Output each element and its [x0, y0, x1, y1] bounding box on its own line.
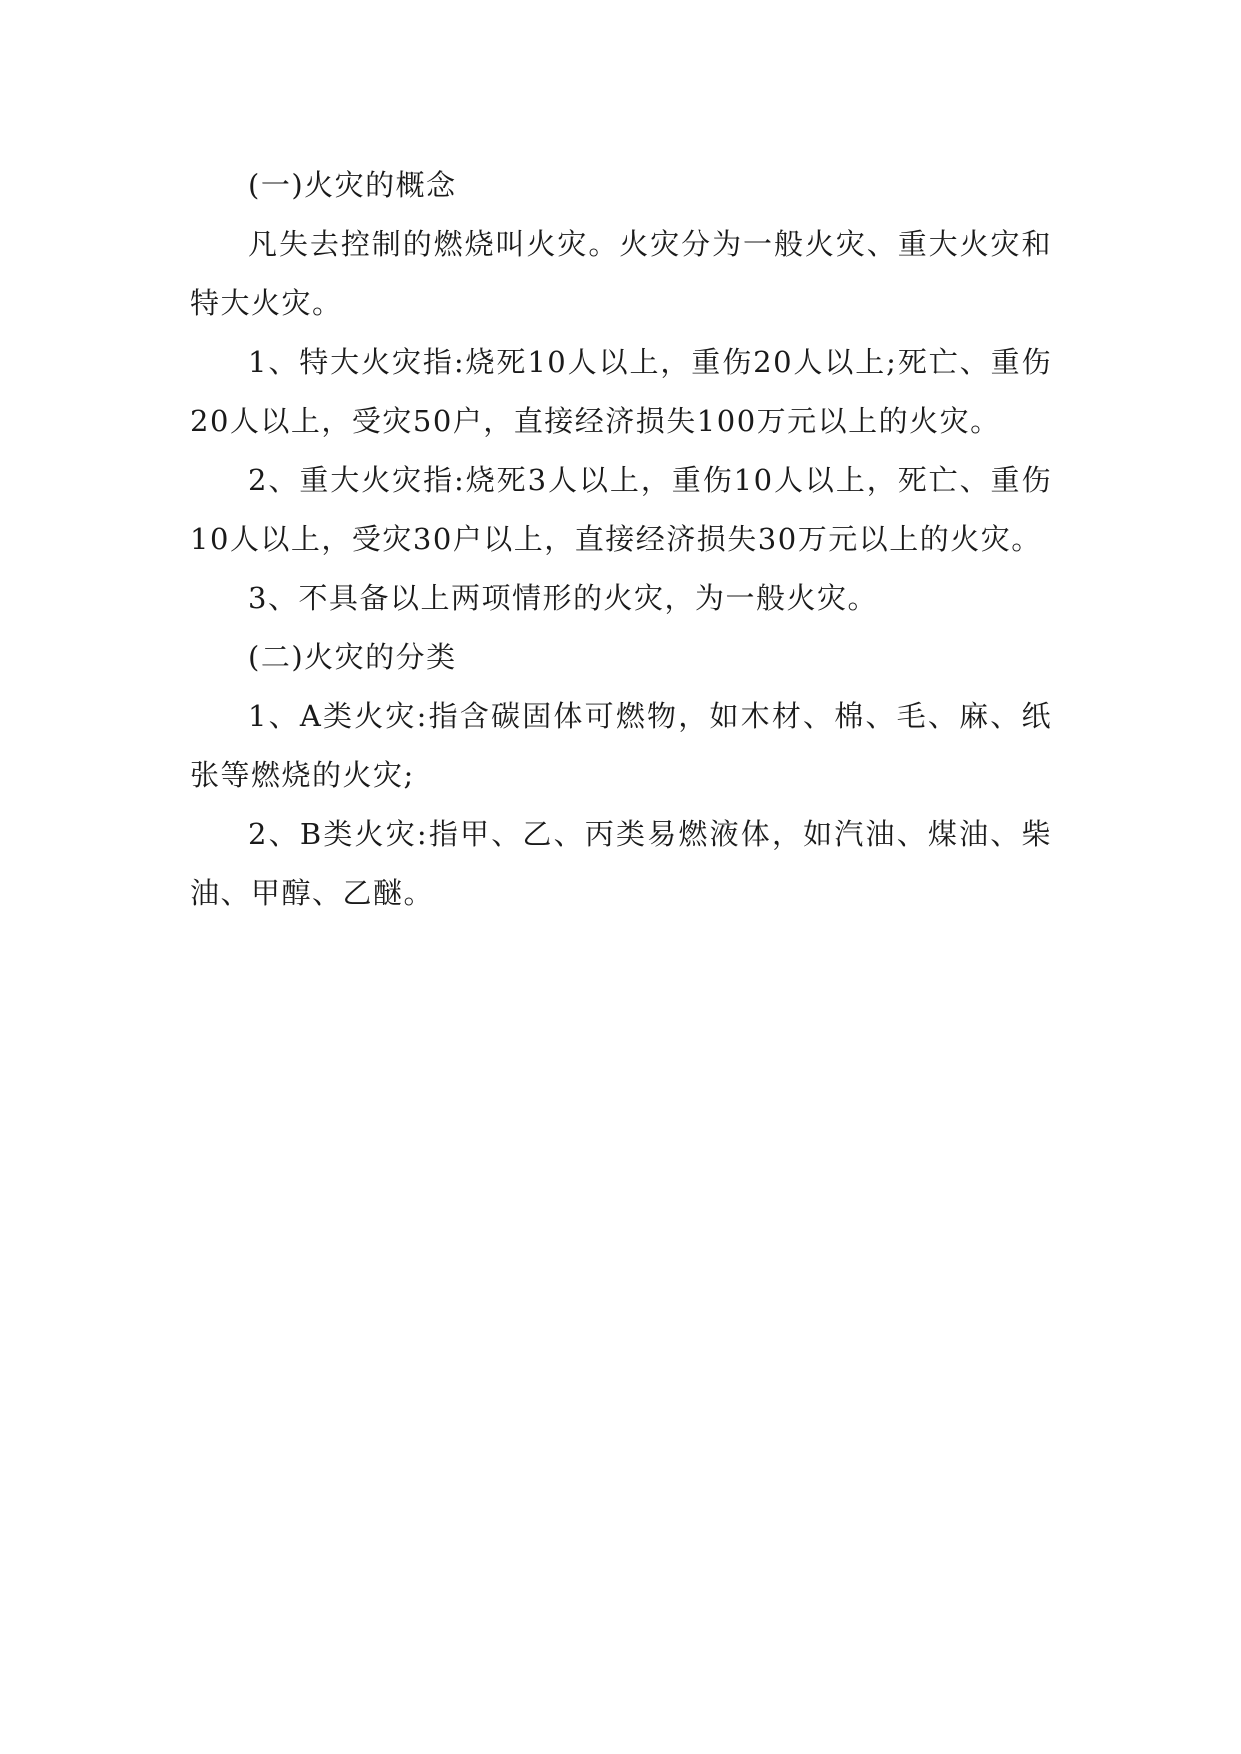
section-heading-fire-classification: (二)火灾的分类 — [248, 640, 457, 674]
paragraph-class-a-fire: 1、A类火灾:指含碳固体可燃物，如木材、棉、毛、麻、纸张等燃烧的火灾; — [190, 699, 1052, 792]
document-body — [190, 156, 1052, 923]
paragraph-fire-definition: 凡失去控制的燃烧叫火灾。火灾分为一般火灾、重大火灾和特大火灾。 — [190, 227, 1052, 320]
section-heading-fire-concept: (一)火灾的概念 — [248, 168, 457, 202]
paragraph-class-b-fire: 2、B类火灾:指甲、乙、丙类易燃液体，如汽油、煤油、柴油、甲醇、乙醚。 — [190, 817, 1052, 910]
paragraph-major-fire: 2、重大火灾指:烧死3人以上，重伤10人以上，死亡、重伤10人以上，受灾30户以上，直接经济损失30万元以上的火灾。 — [190, 463, 1052, 556]
paragraph-general-fire: 3、不具备以上两项情形的火灾，为一般火灾。 — [248, 581, 878, 615]
paragraph-extra-large-fire: 1、特大火灾指:烧死10人以上，重伤20人以上;死亡、重伤20人以上，受灾50户，直接经济损失100万元以上的火灾。 — [190, 345, 1052, 438]
